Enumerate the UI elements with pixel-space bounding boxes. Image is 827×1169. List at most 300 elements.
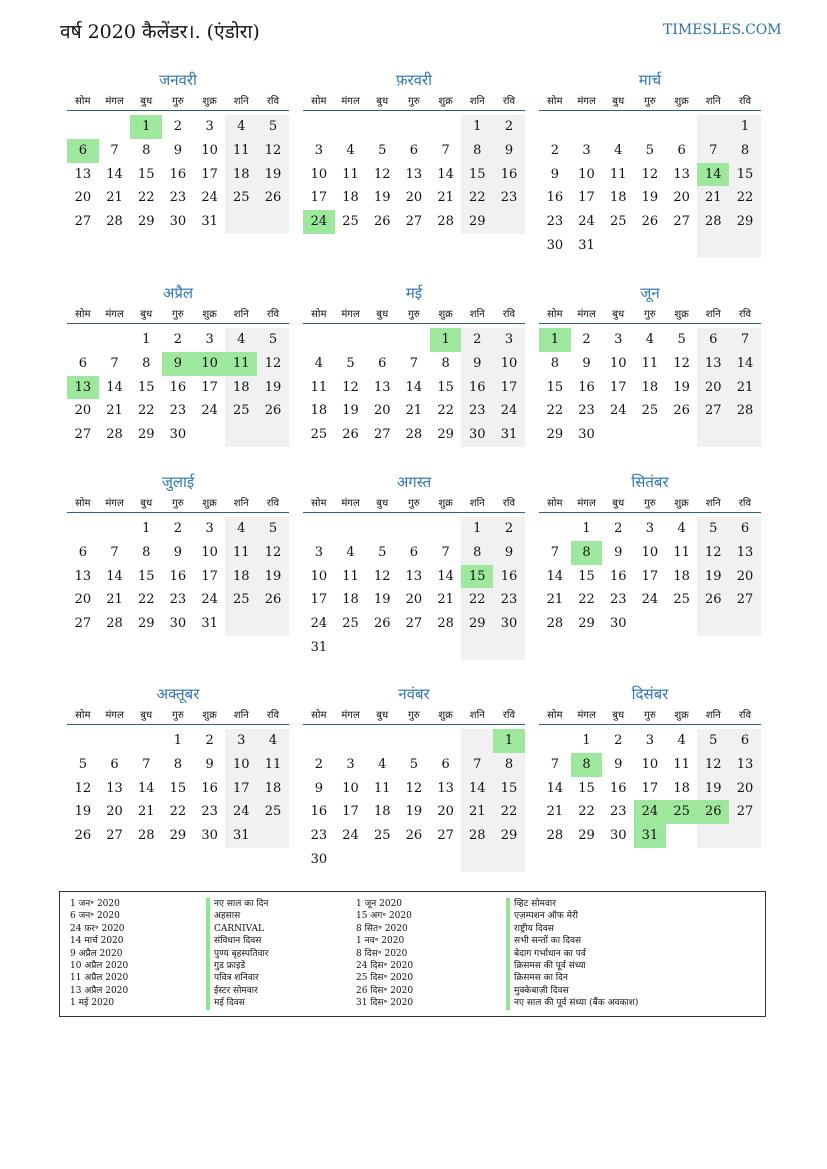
day-cell[interactable]: 17 <box>609 379 627 395</box>
day-cell[interactable]: 10 <box>310 568 328 584</box>
day-cell[interactable]: 20 <box>405 592 423 608</box>
day-cell[interactable]: 18 <box>609 190 627 206</box>
day-cell[interactable]: 12 <box>257 139 289 163</box>
day-cell[interactable]: 12 <box>405 780 423 796</box>
day-cell[interactable]: 28 <box>546 828 564 844</box>
day-cell[interactable]: 1 <box>142 332 151 347</box>
day-cell[interactable]: 17 <box>225 777 257 801</box>
day-cell[interactable]: 22 <box>546 403 564 419</box>
day-cell[interactable]: 2 <box>614 733 623 748</box>
day-cell[interactable]: 24 <box>201 403 218 419</box>
day-cell[interactable]: 19 <box>673 379 690 395</box>
day-cell[interactable]: 23 <box>169 592 187 608</box>
day-cell[interactable]: 24 <box>225 800 257 824</box>
day-cell[interactable]: 12 <box>673 355 690 371</box>
day-cell[interactable]: 14 <box>437 568 454 584</box>
day-cell[interactable]: 5 <box>645 142 655 158</box>
day-cell[interactable]: 31 <box>201 214 218 230</box>
day-cell[interactable]: 14 <box>106 379 123 395</box>
day-cell[interactable]: 16 <box>578 379 595 395</box>
day-cell[interactable]: 30 <box>169 214 187 230</box>
day-cell[interactable]: 27 <box>106 828 123 844</box>
day-cell[interactable]: 12 <box>257 352 289 376</box>
day-cell[interactable]: 8 <box>550 355 559 371</box>
day-cell[interactable]: 3 <box>225 729 257 753</box>
day-cell[interactable]: 7 <box>550 544 559 560</box>
day-cell[interactable]: 25 <box>310 427 328 443</box>
day-cell[interactable]: 11 <box>225 139 257 163</box>
day-cell[interactable]: 22 <box>461 186 493 210</box>
day-cell[interactable]: 13 <box>729 753 761 777</box>
day-cell[interactable]: 30 <box>493 612 525 636</box>
holiday-day-cell[interactable]: 8 <box>571 541 603 565</box>
day-cell[interactable]: 22 <box>437 403 454 419</box>
site-link[interactable]: TIMESLES.COM <box>663 22 782 38</box>
day-cell[interactable]: 31 <box>201 616 218 632</box>
day-cell[interactable]: 20 <box>729 777 761 801</box>
holiday-day-cell[interactable]: 31 <box>634 824 666 848</box>
holiday-day-cell[interactable]: 10 <box>194 352 226 376</box>
day-cell[interactable]: 3 <box>645 733 655 748</box>
day-cell[interactable]: 22 <box>137 592 155 608</box>
day-cell[interactable]: 19 <box>257 376 289 400</box>
day-cell[interactable]: 15 <box>169 780 187 796</box>
day-cell[interactable]: 10 <box>493 352 525 376</box>
day-cell[interactable]: 28 <box>106 214 123 230</box>
day-cell[interactable]: 14 <box>546 568 564 584</box>
holiday-day-cell[interactable]: 14 <box>697 163 729 187</box>
day-cell[interactable]: 30 <box>609 828 627 844</box>
day-cell[interactable]: 9 <box>205 756 214 772</box>
day-cell[interactable]: 8 <box>142 355 151 371</box>
day-cell[interactable]: 9 <box>550 166 559 182</box>
day-cell[interactable]: 14 <box>137 780 155 796</box>
day-cell[interactable]: 4 <box>346 544 355 560</box>
day-cell[interactable]: 12 <box>373 568 391 584</box>
day-cell[interactable]: 5 <box>697 517 729 541</box>
day-cell[interactable]: 5 <box>409 756 419 772</box>
day-cell[interactable]: 1 <box>142 521 151 536</box>
day-cell[interactable]: 15 <box>546 379 564 395</box>
day-cell[interactable]: 15 <box>578 568 595 584</box>
holiday-day-cell[interactable]: 13 <box>67 376 99 400</box>
day-cell[interactable]: 2 <box>173 521 183 536</box>
day-cell[interactable]: 20 <box>437 804 454 820</box>
day-cell[interactable]: 13 <box>373 379 391 395</box>
day-cell[interactable]: 5 <box>697 729 729 753</box>
day-cell[interactable]: 16 <box>169 166 187 182</box>
day-cell[interactable]: 13 <box>74 166 92 182</box>
day-cell[interactable]: 25 <box>225 588 257 612</box>
day-cell[interactable]: 9 <box>614 756 623 772</box>
day-cell[interactable]: 6 <box>78 544 87 560</box>
day-cell[interactable]: 23 <box>310 828 328 844</box>
day-cell[interactable]: 27 <box>697 399 729 423</box>
day-cell[interactable]: 25 <box>641 403 659 419</box>
day-cell[interactable]: 28 <box>437 616 454 632</box>
day-cell[interactable]: 3 <box>645 521 655 536</box>
day-cell[interactable]: 4 <box>225 115 257 139</box>
day-cell[interactable]: 10 <box>578 166 595 182</box>
day-cell[interactable]: 11 <box>641 355 659 371</box>
day-cell[interactable]: 21 <box>697 186 729 210</box>
day-cell[interactable]: 30 <box>609 616 627 632</box>
day-cell[interactable]: 4 <box>677 733 686 748</box>
day-cell[interactable]: 24 <box>342 828 359 844</box>
day-cell[interactable]: 21 <box>437 592 454 608</box>
day-cell[interactable]: 1 <box>173 733 183 748</box>
day-cell[interactable]: 28 <box>106 427 123 443</box>
day-cell[interactable]: 29 <box>137 427 155 443</box>
day-cell[interactable]: 20 <box>405 190 423 206</box>
day-cell[interactable]: 6 <box>409 544 419 560</box>
day-cell[interactable]: 21 <box>546 592 564 608</box>
day-cell[interactable]: 14 <box>405 379 423 395</box>
day-cell[interactable]: 20 <box>74 403 92 419</box>
day-cell[interactable]: 14 <box>106 166 123 182</box>
day-cell[interactable]: 7 <box>461 753 493 777</box>
day-cell[interactable]: 22 <box>729 186 761 210</box>
day-cell[interactable]: 3 <box>205 332 214 347</box>
day-cell[interactable]: 17 <box>310 190 328 206</box>
day-cell[interactable]: 19 <box>373 190 391 206</box>
day-cell[interactable]: 23 <box>609 592 627 608</box>
day-cell[interactable]: 18 <box>257 777 289 801</box>
day-cell[interactable]: 20 <box>697 376 729 400</box>
day-cell[interactable]: 18 <box>641 379 659 395</box>
day-cell[interactable]: 8 <box>142 544 151 560</box>
day-cell[interactable]: 27 <box>74 214 92 230</box>
day-cell[interactable]: 14 <box>437 166 454 182</box>
day-cell[interactable]: 9 <box>614 544 623 560</box>
day-cell[interactable]: 30 <box>169 427 187 443</box>
day-cell[interactable]: 20 <box>74 190 92 206</box>
day-cell[interactable]: 21 <box>106 592 123 608</box>
day-cell[interactable]: 13 <box>74 568 92 584</box>
day-cell[interactable]: 17 <box>201 379 218 395</box>
holiday-day-cell[interactable]: 24 <box>634 800 666 824</box>
day-cell[interactable]: 29 <box>137 616 155 632</box>
day-cell[interactable]: 24 <box>201 592 218 608</box>
day-cell[interactable]: 14 <box>106 568 123 584</box>
day-cell[interactable]: 30 <box>546 237 564 253</box>
day-cell[interactable]: 5 <box>257 115 289 139</box>
day-cell[interactable]: 2 <box>173 119 183 134</box>
day-cell[interactable]: 24 <box>493 399 525 423</box>
day-cell[interactable]: 17 <box>201 166 218 182</box>
day-cell[interactable]: 19 <box>697 777 729 801</box>
day-cell[interactable]: 30 <box>169 616 187 632</box>
day-cell[interactable]: 5 <box>78 756 87 772</box>
day-cell[interactable]: 2 <box>493 115 525 139</box>
day-cell[interactable]: 10 <box>342 780 359 796</box>
day-cell[interactable]: 27 <box>729 588 761 612</box>
day-cell[interactable]: 5 <box>257 328 289 352</box>
day-cell[interactable]: 23 <box>201 804 218 820</box>
day-cell[interactable]: 7 <box>550 756 559 772</box>
day-cell[interactable]: 6 <box>677 142 686 158</box>
day-cell[interactable]: 11 <box>342 166 359 182</box>
day-cell[interactable]: 26 <box>641 214 659 230</box>
day-cell[interactable]: 7 <box>110 544 119 560</box>
day-cell[interactable]: 28 <box>546 616 564 632</box>
day-cell[interactable]: 18 <box>342 190 359 206</box>
day-cell[interactable]: 21 <box>137 804 155 820</box>
day-cell[interactable]: 16 <box>546 190 564 206</box>
day-cell[interactable]: 13 <box>405 166 423 182</box>
day-cell[interactable]: 25 <box>225 186 257 210</box>
day-cell[interactable]: 18 <box>225 565 257 589</box>
day-cell[interactable]: 13 <box>437 780 454 796</box>
day-cell[interactable]: 7 <box>110 142 119 158</box>
day-cell[interactable]: 22 <box>137 403 155 419</box>
day-cell[interactable]: 22 <box>461 588 493 612</box>
day-cell[interactable]: 28 <box>729 399 761 423</box>
day-cell[interactable]: 10 <box>225 753 257 777</box>
day-cell[interactable]: 20 <box>729 565 761 589</box>
day-cell[interactable]: 24 <box>310 616 328 632</box>
day-cell[interactable]: 13 <box>697 352 729 376</box>
day-cell[interactable]: 11 <box>310 379 328 395</box>
day-cell[interactable]: 20 <box>373 403 391 419</box>
day-cell[interactable]: 11 <box>673 544 690 560</box>
day-cell[interactable]: 11 <box>673 756 690 772</box>
day-cell[interactable]: 4 <box>378 756 387 772</box>
day-cell[interactable]: 15 <box>437 379 454 395</box>
day-cell[interactable]: 9 <box>493 139 525 163</box>
day-cell[interactable]: 4 <box>257 729 289 753</box>
day-cell[interactable]: 14 <box>461 777 493 801</box>
day-cell[interactable]: 11 <box>342 568 359 584</box>
day-cell[interactable]: 27 <box>373 427 391 443</box>
day-cell[interactable]: 8 <box>173 756 183 772</box>
day-cell[interactable]: 21 <box>106 190 123 206</box>
day-cell[interactable]: 21 <box>405 403 423 419</box>
day-cell[interactable]: 16 <box>493 565 525 589</box>
day-cell[interactable]: 4 <box>614 142 623 158</box>
day-cell[interactable]: 27 <box>74 427 92 443</box>
day-cell[interactable]: 5 <box>346 355 355 371</box>
day-cell[interactable]: 11 <box>609 166 627 182</box>
day-cell[interactable]: 27 <box>74 616 92 632</box>
day-cell[interactable]: 2 <box>461 328 493 352</box>
day-cell[interactable]: 4 <box>645 332 655 347</box>
day-cell[interactable]: 6 <box>110 756 119 772</box>
day-cell[interactable]: 15 <box>137 166 155 182</box>
day-cell[interactable]: 25 <box>257 800 289 824</box>
day-cell[interactable]: 2 <box>582 332 591 347</box>
day-cell[interactable]: 5 <box>677 332 686 347</box>
day-cell[interactable]: 25 <box>609 214 627 230</box>
day-cell[interactable]: 13 <box>106 780 123 796</box>
day-cell[interactable]: 8 <box>729 139 761 163</box>
day-cell[interactable]: 31 <box>493 423 525 447</box>
holiday-day-cell[interactable]: 26 <box>697 800 729 824</box>
day-cell[interactable]: 18 <box>373 804 391 820</box>
day-cell[interactable]: 1 <box>582 733 591 748</box>
day-cell[interactable]: 1 <box>461 115 493 139</box>
day-cell[interactable]: 26 <box>373 214 391 230</box>
day-cell[interactable]: 18 <box>673 780 690 796</box>
day-cell[interactable]: 25 <box>342 616 359 632</box>
day-cell[interactable]: 7 <box>110 355 119 371</box>
day-cell[interactable]: 16 <box>609 780 627 796</box>
day-cell[interactable]: 13 <box>405 568 423 584</box>
day-cell[interactable]: 22 <box>578 804 595 820</box>
day-cell[interactable]: 11 <box>225 541 257 565</box>
day-cell[interactable]: 17 <box>201 568 218 584</box>
day-cell[interactable]: 29 <box>578 616 595 632</box>
day-cell[interactable]: 26 <box>257 399 289 423</box>
day-cell[interactable]: 24 <box>201 190 218 206</box>
day-cell[interactable]: 23 <box>546 214 564 230</box>
day-cell[interactable]: 26 <box>257 186 289 210</box>
day-cell[interactable]: 28 <box>405 427 423 443</box>
day-cell[interactable]: 22 <box>137 190 155 206</box>
day-cell[interactable]: 5 <box>378 544 387 560</box>
day-cell[interactable]: 16 <box>493 163 525 187</box>
holiday-day-cell[interactable]: 6 <box>67 139 99 163</box>
day-cell[interactable]: 30 <box>201 828 218 844</box>
day-cell[interactable]: 23 <box>578 403 595 419</box>
day-cell[interactable]: 17 <box>310 592 328 608</box>
day-cell[interactable]: 17 <box>493 376 525 400</box>
day-cell[interactable]: 29 <box>546 427 564 443</box>
day-cell[interactable]: 25 <box>673 592 690 608</box>
day-cell[interactable]: 19 <box>697 565 729 589</box>
day-cell[interactable]: 29 <box>169 828 187 844</box>
day-cell[interactable]: 14 <box>729 352 761 376</box>
day-cell[interactable]: 19 <box>405 804 423 820</box>
day-cell[interactable]: 6 <box>409 142 419 158</box>
day-cell[interactable]: 17 <box>641 780 659 796</box>
day-cell[interactable]: 6 <box>378 355 387 371</box>
day-cell[interactable]: 3 <box>314 544 323 560</box>
day-cell[interactable]: 29 <box>578 828 595 844</box>
day-cell[interactable]: 29 <box>437 427 454 443</box>
day-cell[interactable]: 23 <box>609 804 627 820</box>
day-cell[interactable]: 9 <box>173 142 183 158</box>
day-cell[interactable]: 2 <box>493 517 525 541</box>
day-cell[interactable]: 27 <box>405 616 423 632</box>
day-cell[interactable]: 25 <box>373 828 391 844</box>
day-cell[interactable]: 3 <box>205 119 214 134</box>
day-cell[interactable]: 12 <box>74 780 92 796</box>
day-cell[interactable]: 6 <box>78 355 87 371</box>
day-cell[interactable]: 13 <box>729 541 761 565</box>
day-cell[interactable]: 1 <box>582 521 591 536</box>
day-cell[interactable]: 11 <box>257 753 289 777</box>
day-cell[interactable]: 3 <box>582 142 591 158</box>
day-cell[interactable]: 2 <box>314 756 323 772</box>
day-cell[interactable]: 21 <box>437 190 454 206</box>
day-cell[interactable]: 19 <box>641 190 659 206</box>
day-cell[interactable]: 3 <box>314 142 323 158</box>
day-cell[interactable]: 1 <box>461 517 493 541</box>
day-cell[interactable]: 6 <box>729 517 761 541</box>
day-cell[interactable]: 5 <box>378 142 387 158</box>
day-cell[interactable]: 12 <box>373 166 391 182</box>
day-cell[interactable]: 27 <box>437 828 454 844</box>
day-cell[interactable]: 23 <box>169 403 187 419</box>
day-cell[interactable]: 2 <box>173 332 183 347</box>
day-cell[interactable]: 29 <box>461 612 493 636</box>
day-cell[interactable]: 4 <box>225 517 257 541</box>
day-cell[interactable]: 7 <box>729 328 761 352</box>
day-cell[interactable]: 21 <box>729 376 761 400</box>
day-cell[interactable]: 11 <box>373 780 391 796</box>
day-cell[interactable]: 5 <box>257 517 289 541</box>
day-cell[interactable]: 27 <box>405 214 423 230</box>
day-cell[interactable]: 16 <box>169 568 187 584</box>
day-cell[interactable]: 29 <box>493 824 525 848</box>
day-cell[interactable]: 23 <box>461 399 493 423</box>
day-cell[interactable]: 6 <box>441 756 450 772</box>
day-cell[interactable]: 15 <box>137 379 155 395</box>
day-cell[interactable]: 8 <box>493 753 525 777</box>
day-cell[interactable]: 4 <box>677 521 686 536</box>
day-cell[interactable]: 2 <box>614 521 623 536</box>
day-cell[interactable]: 8 <box>461 139 493 163</box>
day-cell[interactable]: 20 <box>106 804 123 820</box>
day-cell[interactable]: 9 <box>314 780 323 796</box>
day-cell[interactable]: 17 <box>342 804 359 820</box>
day-cell[interactable]: 18 <box>342 592 359 608</box>
day-cell[interactable]: 19 <box>257 565 289 589</box>
day-cell[interactable]: 22 <box>169 804 187 820</box>
day-cell[interactable]: 15 <box>578 780 595 796</box>
holiday-day-cell[interactable]: 1 <box>430 328 462 352</box>
day-cell[interactable]: 19 <box>257 163 289 187</box>
day-cell[interactable]: 26 <box>342 427 359 443</box>
day-cell[interactable]: 29 <box>729 210 761 234</box>
day-cell[interactable]: 16 <box>310 804 328 820</box>
day-cell[interactable]: 6 <box>729 729 761 753</box>
day-cell[interactable]: 15 <box>137 568 155 584</box>
day-cell[interactable]: 10 <box>609 355 627 371</box>
day-cell[interactable]: 3 <box>493 328 525 352</box>
day-cell[interactable]: 24 <box>609 403 627 419</box>
day-cell[interactable]: 2 <box>550 142 559 158</box>
day-cell[interactable]: 24 <box>641 592 659 608</box>
day-cell[interactable]: 16 <box>201 780 218 796</box>
day-cell[interactable]: 12 <box>257 541 289 565</box>
day-cell[interactable]: 7 <box>142 756 151 772</box>
day-cell[interactable]: 10 <box>641 544 659 560</box>
day-cell[interactable]: 3 <box>346 756 355 772</box>
day-cell[interactable]: 20 <box>74 592 92 608</box>
day-cell[interactable]: 31 <box>578 237 595 253</box>
day-cell[interactable]: 30 <box>578 427 595 443</box>
day-cell[interactable]: 21 <box>461 800 493 824</box>
day-cell[interactable]: 22 <box>493 800 525 824</box>
day-cell[interactable]: 9 <box>173 544 183 560</box>
day-cell[interactable]: 29 <box>137 214 155 230</box>
day-cell[interactable]: 15 <box>461 163 493 187</box>
day-cell[interactable]: 8 <box>441 355 450 371</box>
day-cell[interactable]: 21 <box>546 804 564 820</box>
day-cell[interactable]: 19 <box>74 804 92 820</box>
holiday-day-cell[interactable]: 1 <box>493 729 525 753</box>
day-cell[interactable]: 9 <box>461 352 493 376</box>
day-cell[interactable]: 10 <box>201 544 218 560</box>
day-cell[interactable]: 7 <box>441 142 450 158</box>
day-cell[interactable]: 31 <box>225 824 257 848</box>
day-cell[interactable]: 14 <box>546 780 564 796</box>
day-cell[interactable]: 26 <box>673 403 690 419</box>
day-cell[interactable]: 28 <box>697 210 729 234</box>
day-cell[interactable]: 30 <box>310 851 328 867</box>
